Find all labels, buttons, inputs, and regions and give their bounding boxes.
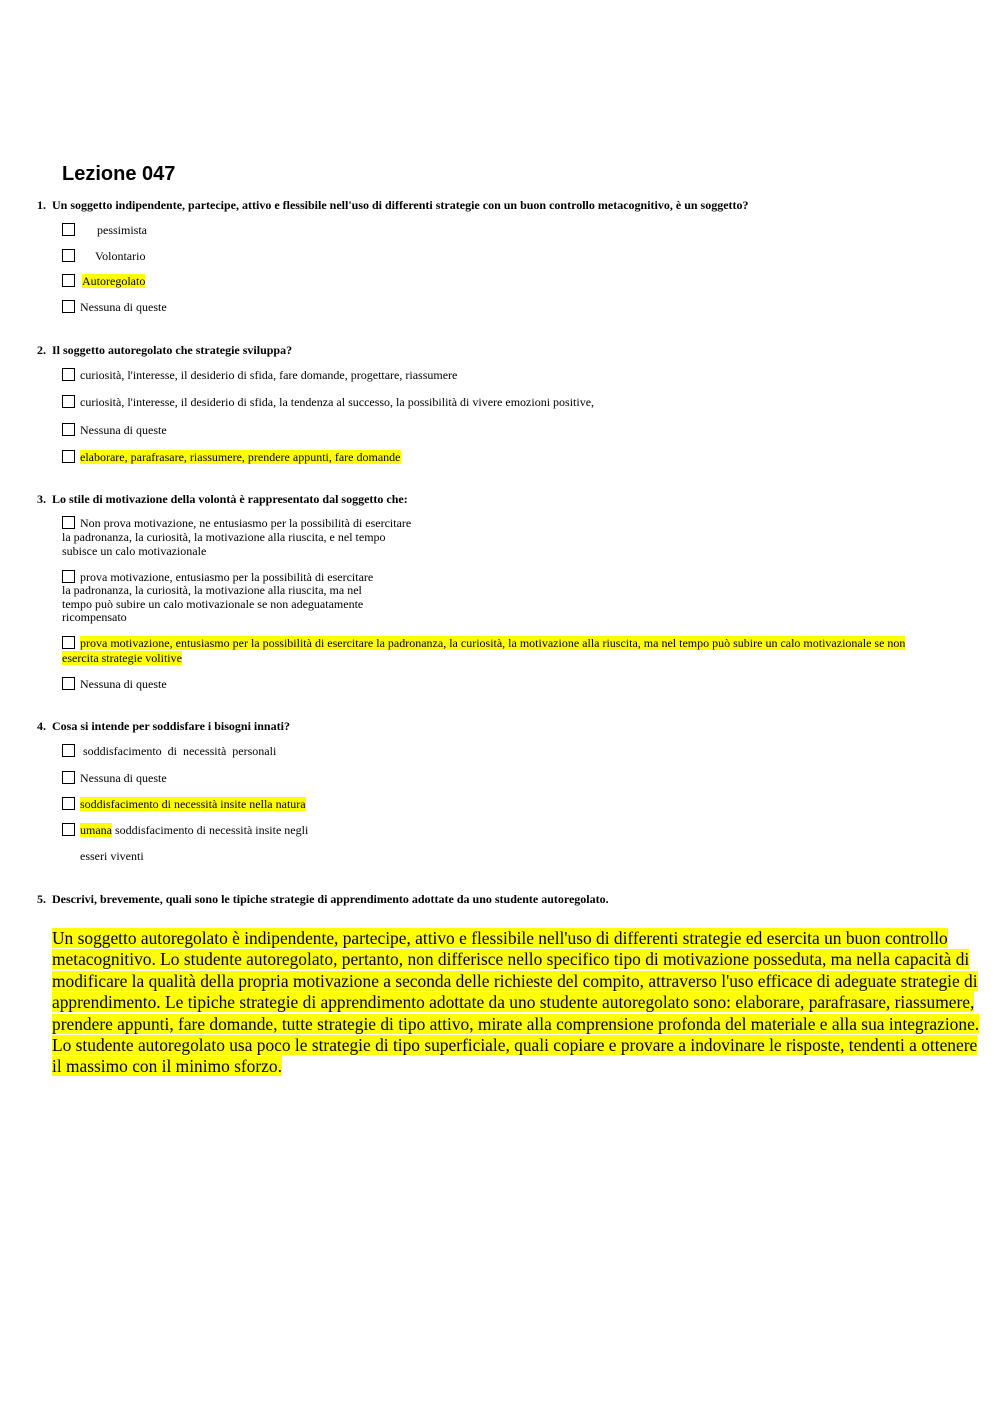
checkbox[interactable]	[62, 300, 75, 313]
question-1: 1. Un soggetto indipendente, partecipe, attivo e flessibile nell'uso di differenti strategie con un buon controllo metacognitivo, è un soggetto?	[37, 198, 749, 212]
question-5: 5. Descrivi, brevemente, quali sono le tipiche strategie di apprendimento adottate da uno studente autoregolato.	[37, 892, 609, 906]
checkbox[interactable]	[62, 570, 75, 583]
lesson-title: Lezione 047	[62, 163, 176, 185]
question-text: Descrivi, brevemente, quali sono le tipiche strategie di apprendimento adottate da uno studente autoregolato.	[52, 892, 609, 906]
checkbox[interactable]	[62, 677, 75, 690]
question-text: Cosa si intende per soddisfare i bisogni innati?	[52, 719, 290, 733]
question-text: Un soggetto indipendente, partecipe, attivo e flessibile nell'uso di differenti strategie con un buon controllo metacognitivo, è un soggetto?	[52, 198, 749, 212]
checkbox[interactable]	[62, 771, 75, 784]
checkbox[interactable]	[62, 274, 75, 287]
checkbox[interactable]	[62, 450, 75, 463]
checkbox[interactable]	[62, 744, 75, 757]
checkbox[interactable]	[62, 223, 75, 236]
question-4: 4. Cosa si intende per soddisfare i bisogni innati?	[37, 719, 290, 733]
question-text: Il soggetto autoregolato che strategie sviluppa?	[52, 343, 293, 357]
checkbox[interactable]	[62, 823, 75, 836]
checkbox[interactable]	[62, 368, 75, 381]
question-text: Lo stile di motivazione della volontà è rappresentato dal soggetto che:	[52, 492, 408, 506]
checkbox[interactable]	[62, 516, 75, 529]
checkbox[interactable]	[62, 395, 75, 408]
question-3: 3. Lo stile di motivazione della volontà è rappresentato dal soggetto che:	[37, 492, 408, 506]
checkbox[interactable]	[62, 249, 75, 262]
checkbox[interactable]	[62, 423, 75, 436]
open-answer: Un soggetto autoregolato è indipendente, partecipe, attivo e flessibile nell'uso di differenti strategie ed esercita un buon controllo metacognitivo. Lo studente autoregolato, pertanto, non differisce nello specifico tipo di motivazione posseduta, ma nella capacità di modificare la qualità della propria motivazione a seconda delle richieste del compito, attraverso l'uso efficace di adeguate strategie di apprendimento. Le tipiche strategie di apprendimento adottate da uno studente autoregolato sono: elaborare, parafrasare, riassumere, prendere appunti, fare domande, tutte strategie di tipo attivo, mirate alla comprensione profonda del materiale e alla sua integrazione. Lo studente autoregolato usa poco le strategie di tipo superficiale, quali copiare e provare a indovinare le risposte, tendenti a ottenere il massimo con il minimo sforzo.	[52, 928, 980, 1077]
checkbox[interactable]	[62, 797, 75, 810]
question-2: 2. Il soggetto autoregolato che strategie sviluppa?	[37, 343, 293, 357]
